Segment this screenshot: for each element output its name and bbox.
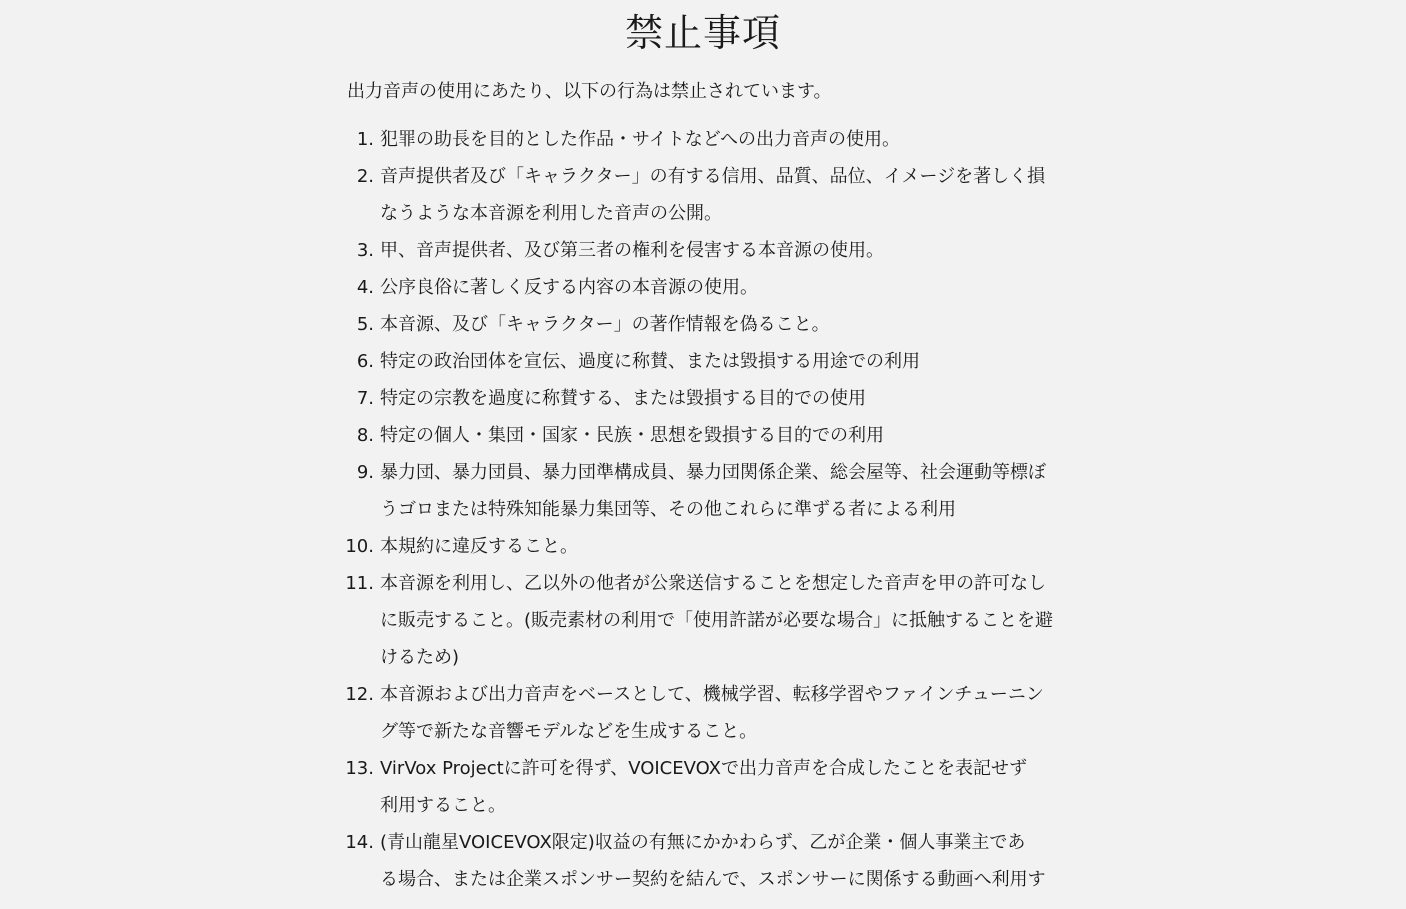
list-item xyxy=(0,565,1070,676)
item-text-line: 特定の個人・集団・国家・民族・思想を毀損する目的での利用 xyxy=(380,425,884,446)
item-text-line: に販売すること。(販売素材の利用で「使用許諾が必要な場合」に抵触することを避 xyxy=(380,610,1054,631)
item-text xyxy=(380,824,1070,898)
item-text xyxy=(380,417,1070,454)
list-item xyxy=(0,306,1070,343)
item-number: 2. xyxy=(356,166,374,187)
intro-text: 出力音声の使用にあたり、以下の行為は禁止されています。 xyxy=(347,81,832,102)
item-number: 11. xyxy=(345,573,374,594)
item-text-line: (青山龍星VOICEVOX限定)収益の有無にかかわらず、乙が企業・個人事業主であ xyxy=(380,832,1026,853)
item-text xyxy=(380,121,1070,158)
list-item xyxy=(0,454,1070,528)
list-item xyxy=(0,121,1070,158)
list-item xyxy=(0,343,1070,380)
list-item xyxy=(0,232,1070,269)
item-text-line: 利用すること。 xyxy=(380,795,506,816)
item-number: 6. xyxy=(356,351,374,372)
list-item xyxy=(0,528,1070,565)
item-number: 12. xyxy=(345,684,374,705)
item-text-line: VirVox Projectに許可を得ず、VOICEVOXで出力音声を合成したことを表記せず xyxy=(380,758,1027,779)
item-text xyxy=(380,676,1070,750)
item-text xyxy=(380,306,1070,343)
item-text-line: けるため) xyxy=(380,647,460,668)
list-item xyxy=(0,380,1070,417)
item-number: 4. xyxy=(356,277,374,298)
item-text-line: 甲、音声提供者、及び第三者の権利を侵害する本音源の使用。 xyxy=(380,240,884,261)
item-text xyxy=(380,565,1070,676)
item-text xyxy=(380,528,1070,565)
item-text-line: なうような本音源を利用した音声の公開。 xyxy=(380,203,722,224)
item-number: 1. xyxy=(356,129,374,150)
item-text-line: 暴力団、暴力団員、暴力団準構成員、暴力団関係企業、総会屋等、社会運動等標ぼ xyxy=(380,462,1046,483)
list-item xyxy=(0,824,1070,898)
item-text-line: 特定の宗教を過度に称賛する、または毀損する目的での使用 xyxy=(380,388,866,409)
item-number: 3. xyxy=(356,240,374,261)
item-text-line: 犯罪の助長を目的とした作品・サイトなどへの出力音声の使用。 xyxy=(380,129,901,150)
item-text xyxy=(380,380,1070,417)
item-text-line: る場合、または企業スポンサー契約を結んで、スポンサーに関係する動画へ利用す xyxy=(380,869,1046,890)
list-item xyxy=(0,417,1070,454)
item-number: 9. xyxy=(356,462,374,483)
item-text-line: 特定の政治団体を宣伝、過度に称賛、または毀損する用途での利用 xyxy=(380,351,920,372)
page-title: 禁止事項 xyxy=(624,11,781,55)
item-number: 8. xyxy=(356,425,374,446)
item-text-line: 本規約に違反すること。 xyxy=(380,536,578,557)
item-text xyxy=(380,269,1070,306)
item-number: 5. xyxy=(356,314,374,335)
item-text-line: うゴロまたは特殊知能暴力集団等、その他これらに準ずる者による利用 xyxy=(380,499,956,520)
item-text-line: 公序良俗に著しく反する内容の本音源の使用。 xyxy=(380,277,758,298)
prohibited-list xyxy=(0,121,1406,898)
item-number: 13. xyxy=(345,758,374,779)
item-text xyxy=(380,343,1070,380)
list-item xyxy=(0,750,1070,824)
item-text-line: 本音源および出力音声をベースとして、機械学習、転移学習やファインチューニン xyxy=(380,684,1044,705)
list-item xyxy=(0,158,1070,232)
item-text xyxy=(380,158,1070,232)
item-text xyxy=(380,232,1070,269)
item-text xyxy=(380,454,1070,528)
item-text-line: 本音源を利用し、乙以外の他者が公衆送信することを想定した音声を甲の許可なし xyxy=(380,573,1046,594)
list-item xyxy=(0,269,1070,306)
item-text-line: 音声提供者及び「キャラクター」の有する信用、品質、品位、イメージを著しく損 xyxy=(380,166,1046,187)
item-number: 7. xyxy=(356,388,374,409)
item-number: 14. xyxy=(345,832,374,853)
item-text xyxy=(380,750,1070,824)
item-text-line: 本音源、及び「キャラクター」の著作情報を偽ること。 xyxy=(380,314,830,335)
list-item xyxy=(0,676,1070,750)
item-number: 10. xyxy=(345,536,374,557)
item-text-line: グ等で新たな音響モデルなどを生成すること。 xyxy=(380,721,758,742)
